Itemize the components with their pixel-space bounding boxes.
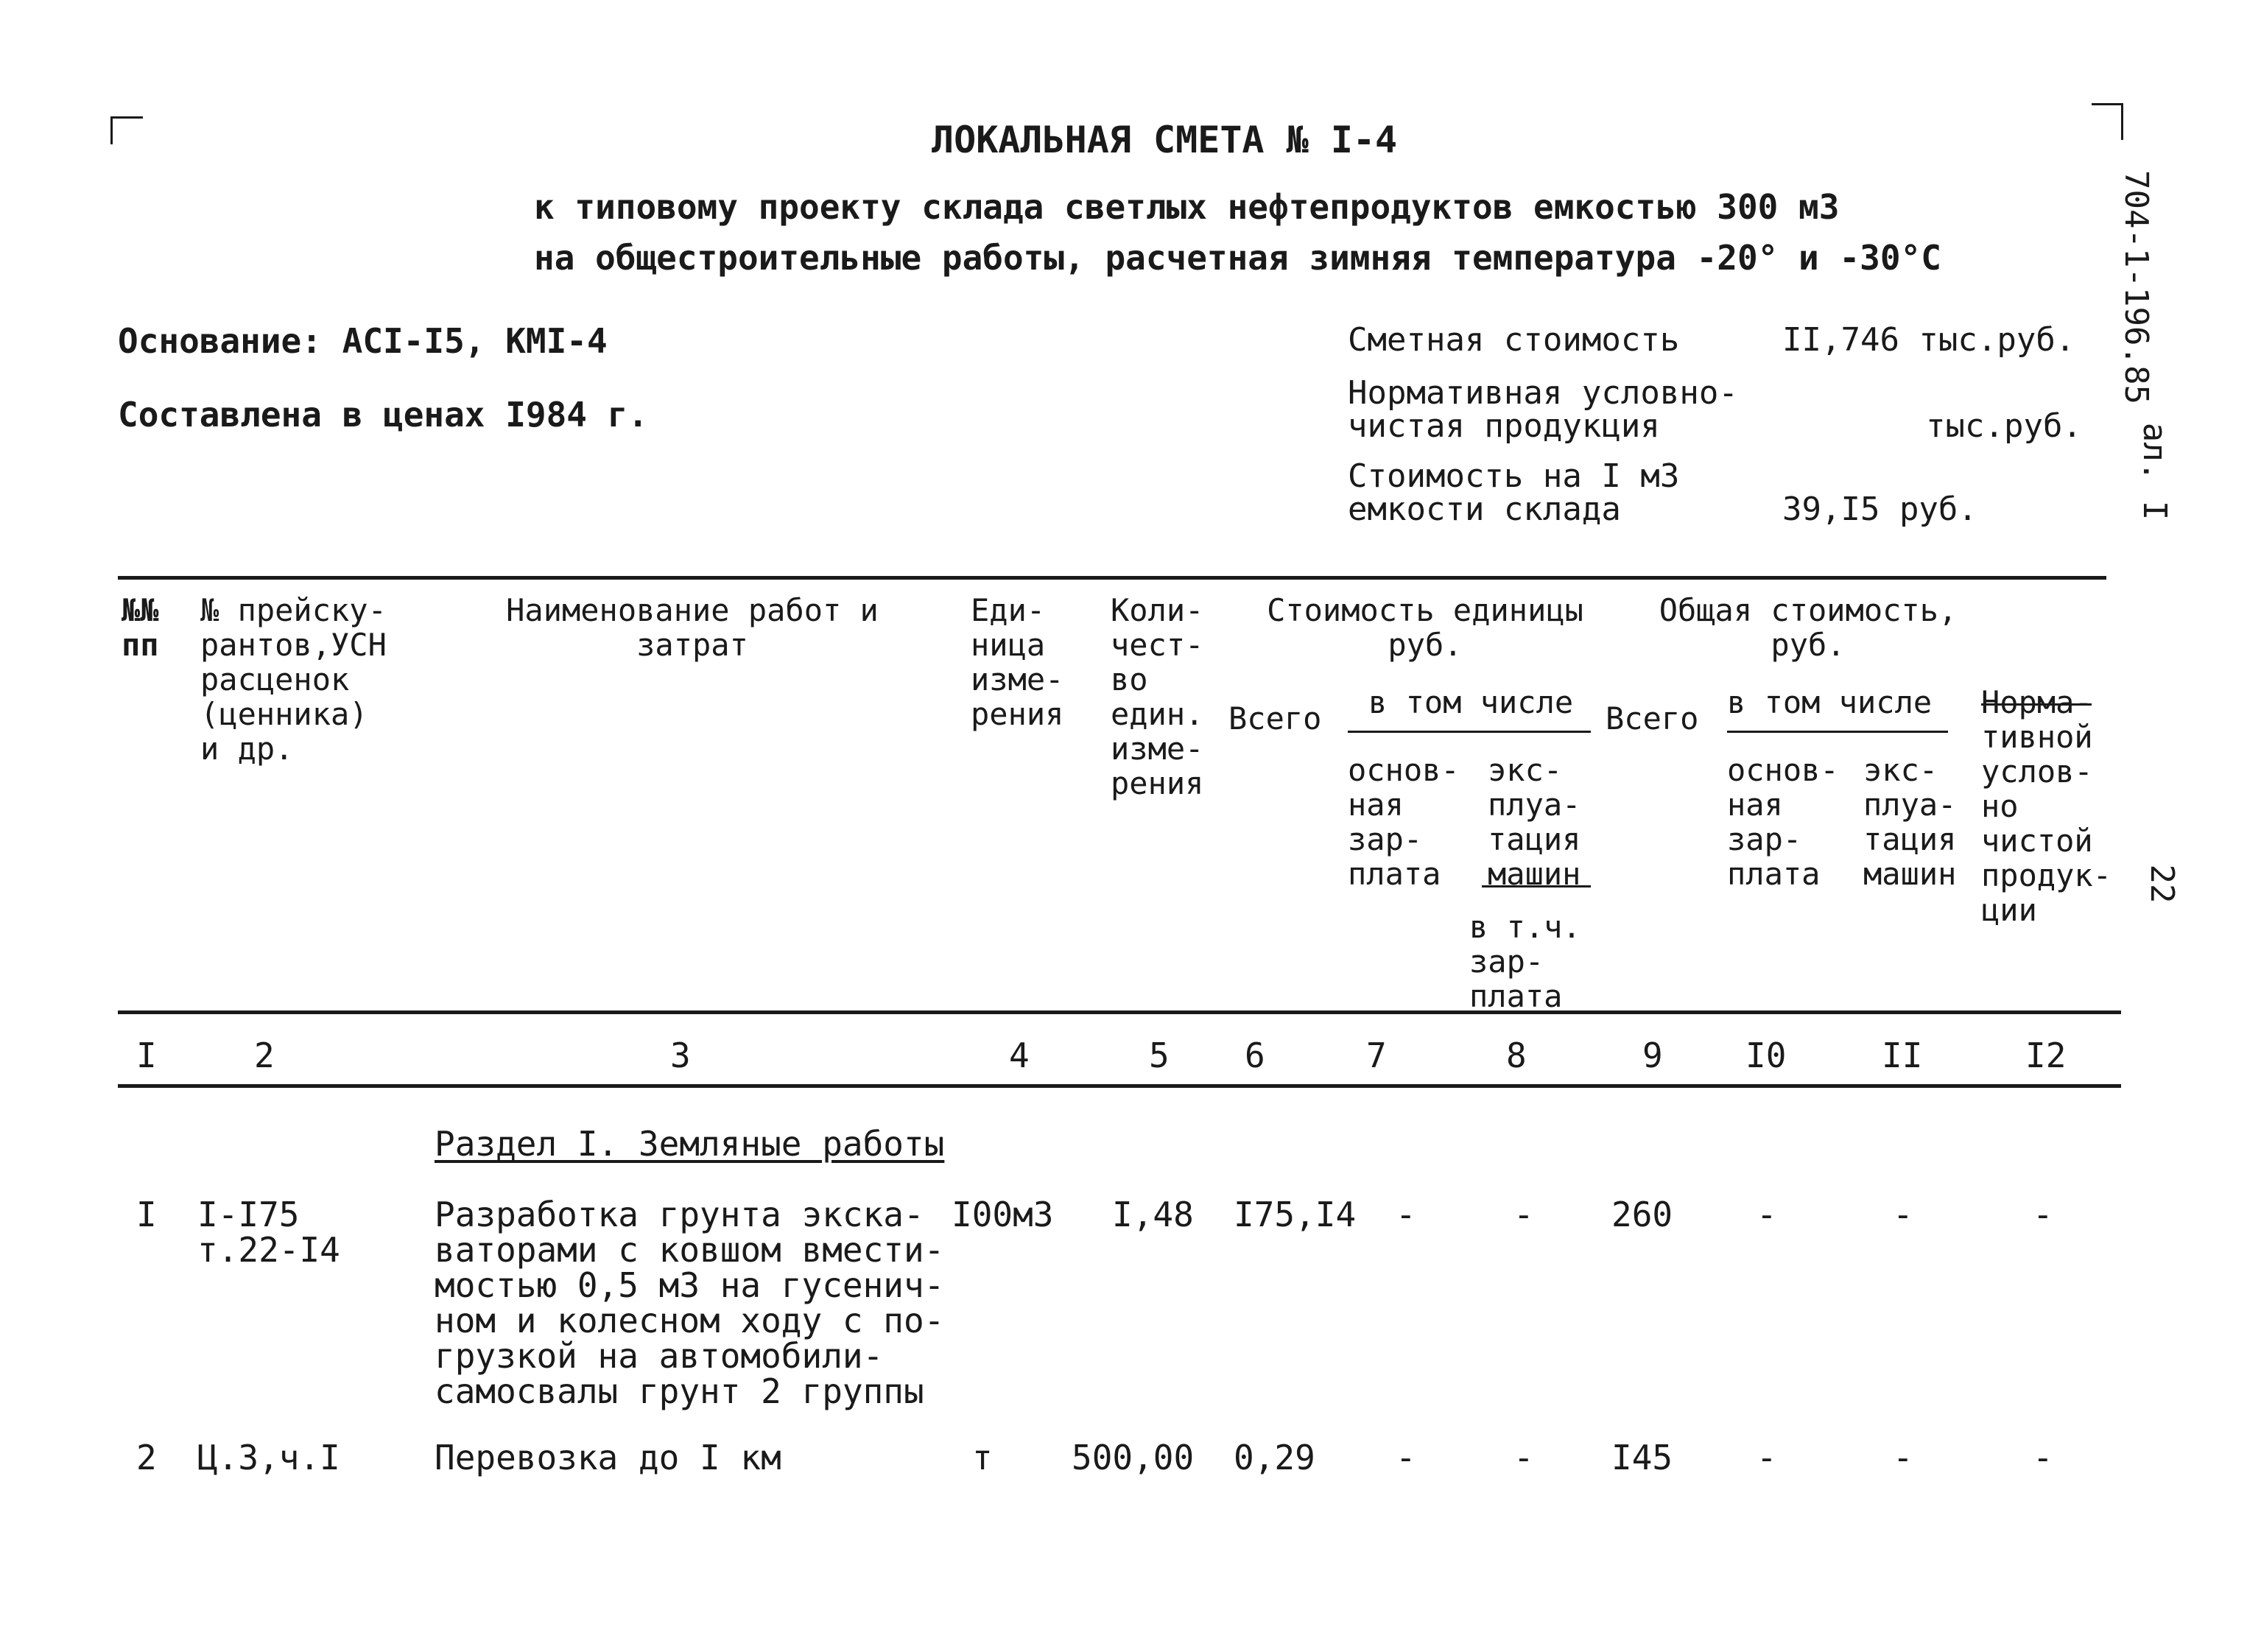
corner-mark-right bbox=[2121, 103, 2123, 140]
column-number-10: I0 bbox=[1745, 1036, 1787, 1075]
header-unit-vsego: Всего bbox=[1228, 700, 1322, 737]
side-document-code: 704-1-196.85 bbox=[2117, 170, 2155, 404]
column-number-3: 3 bbox=[670, 1036, 691, 1075]
row1-col12: - bbox=[2033, 1195, 2053, 1234]
column-numbers-rule bbox=[118, 1084, 2121, 1088]
header-total-vsego: Всего bbox=[1606, 700, 1699, 737]
row1-total: 260 bbox=[1611, 1195, 1673, 1234]
total-cost-including-rule bbox=[1727, 731, 1948, 733]
row2-col7: - bbox=[1396, 1438, 1416, 1477]
column-number-4: 4 bbox=[1009, 1036, 1030, 1075]
row2-col8: - bbox=[1513, 1438, 1534, 1477]
header-total-machines: экс- плуа- тация машин bbox=[1863, 752, 1957, 892]
basis-line: Основание: АСI-I5, КМI-4 bbox=[118, 321, 608, 361]
column-number-7: 7 bbox=[1366, 1036, 1387, 1075]
side-album-mark: ал. I bbox=[2136, 422, 2173, 521]
header-normative: Норма- тивной услов- но чистой продук- ции bbox=[1981, 684, 2112, 928]
row2-unit: т bbox=[972, 1438, 993, 1477]
row2-col10: - bbox=[1757, 1438, 1777, 1477]
row2-qty: 500,00 bbox=[1072, 1438, 1195, 1477]
header-total-main-salary: основ- ная зар- плата bbox=[1727, 752, 1839, 892]
estimated-cost-label: Сметная стоимость bbox=[1348, 321, 1680, 359]
row1-name: Разработка грунта экска- ваторами с ковшом вмести- мостью 0,5 м3 на гусенич- ном и колесном ходу с по- грузкой на автомобили- самосвалы грунт 2 группы bbox=[435, 1195, 945, 1411]
row1-unit-total: I75,I4 bbox=[1234, 1195, 1357, 1234]
row1-col10: - bbox=[1757, 1195, 1777, 1234]
cost-per-m3-label-2: емкости склада bbox=[1348, 491, 1621, 528]
row1-num: I bbox=[136, 1195, 157, 1234]
cost-per-m3-value: 39,I5 руб. bbox=[1782, 491, 1977, 528]
column-number-5: 5 bbox=[1149, 1036, 1170, 1075]
corner-mark-right-h bbox=[2092, 103, 2123, 105]
column-number-11: II bbox=[1882, 1036, 1923, 1075]
unit-cost-including-rule bbox=[1348, 731, 1591, 733]
header-col3: Наименование работ и затрат bbox=[506, 592, 879, 663]
row2-num: 2 bbox=[136, 1438, 157, 1477]
document-title: ЛОКАЛЬНАЯ СМЕТА № I-4 bbox=[932, 119, 1398, 161]
row2-code: Ц.3,ч.I bbox=[197, 1438, 340, 1477]
header-unit-cost: Стоимость единицы руб. bbox=[1267, 592, 1583, 663]
row1-code: I-I75 т.22-I4 bbox=[197, 1195, 340, 1270]
header-col1: №№ пп bbox=[122, 592, 159, 663]
normative-label-1: Нормативная условно- bbox=[1348, 374, 1738, 412]
column-number-6: 6 bbox=[1245, 1036, 1265, 1075]
row2-col11: - bbox=[1893, 1438, 1913, 1477]
header-col5: Коли- чест- во един. изме- рения bbox=[1111, 592, 1204, 801]
row1-qty: I,48 bbox=[1112, 1195, 1194, 1234]
row1-col7: - bbox=[1396, 1195, 1416, 1234]
header-total-including: в том числе bbox=[1727, 684, 1933, 720]
cost-per-m3-label-1: Стоимость на I м3 bbox=[1348, 457, 1680, 495]
header-unit-machines: экс- плуа- тация машин bbox=[1488, 752, 1581, 892]
column-number-8: 8 bbox=[1506, 1036, 1527, 1075]
normative-label-2: чистая продукция bbox=[1348, 407, 1660, 445]
header-unit-main-salary: основ- ная зар- плата bbox=[1348, 752, 1460, 892]
column-number-1: I bbox=[136, 1036, 157, 1075]
header-unit-including: в том числе bbox=[1368, 684, 1574, 720]
document-subtitle-line2: на общестроительные работы, расчетная зимняя температура -20° и -30°С bbox=[534, 238, 1941, 278]
header-col2: № прейску- рантов,УСН расценок (ценника) и др. bbox=[200, 592, 387, 767]
column-number-9: 9 bbox=[1642, 1036, 1663, 1075]
table-top-rule bbox=[118, 576, 2106, 580]
row2-total: I45 bbox=[1611, 1438, 1673, 1477]
corner-mark-left-h bbox=[110, 116, 143, 119]
header-unit-machines-salary: в т.ч. зар- плата bbox=[1469, 909, 1581, 1014]
row1-unit: I00м3 bbox=[952, 1195, 1054, 1234]
prices-year-line: Составлена в ценах I984 г. bbox=[118, 395, 649, 435]
header-total-cost: Общая стоимость, руб. bbox=[1659, 592, 1958, 663]
table-header-bottom-rule bbox=[118, 1010, 2121, 1014]
row1-col11: - bbox=[1893, 1195, 1913, 1234]
column-number-2: 2 bbox=[254, 1036, 275, 1075]
row2-unit-total: 0,29 bbox=[1234, 1438, 1315, 1477]
row2-col12: - bbox=[2033, 1438, 2053, 1477]
corner-mark-left bbox=[110, 116, 113, 144]
section-title: Раздел I. Земляные работы bbox=[435, 1124, 945, 1164]
normative-value: тыс.руб. bbox=[1926, 407, 2082, 445]
row1-col8: - bbox=[1513, 1195, 1534, 1234]
row2-name: Перевозка до I км bbox=[435, 1438, 781, 1477]
document-subtitle-line1: к типовому проекту склада светлых нефтепродуктов емкостью 300 м3 bbox=[534, 187, 1840, 227]
header-col4: Еди- ница изме- рения bbox=[971, 592, 1064, 732]
column-number-12: I2 bbox=[2025, 1036, 2067, 1075]
page-number: 22 bbox=[2143, 864, 2181, 904]
estimated-cost-value: II,746 тыс.руб. bbox=[1782, 321, 2075, 359]
